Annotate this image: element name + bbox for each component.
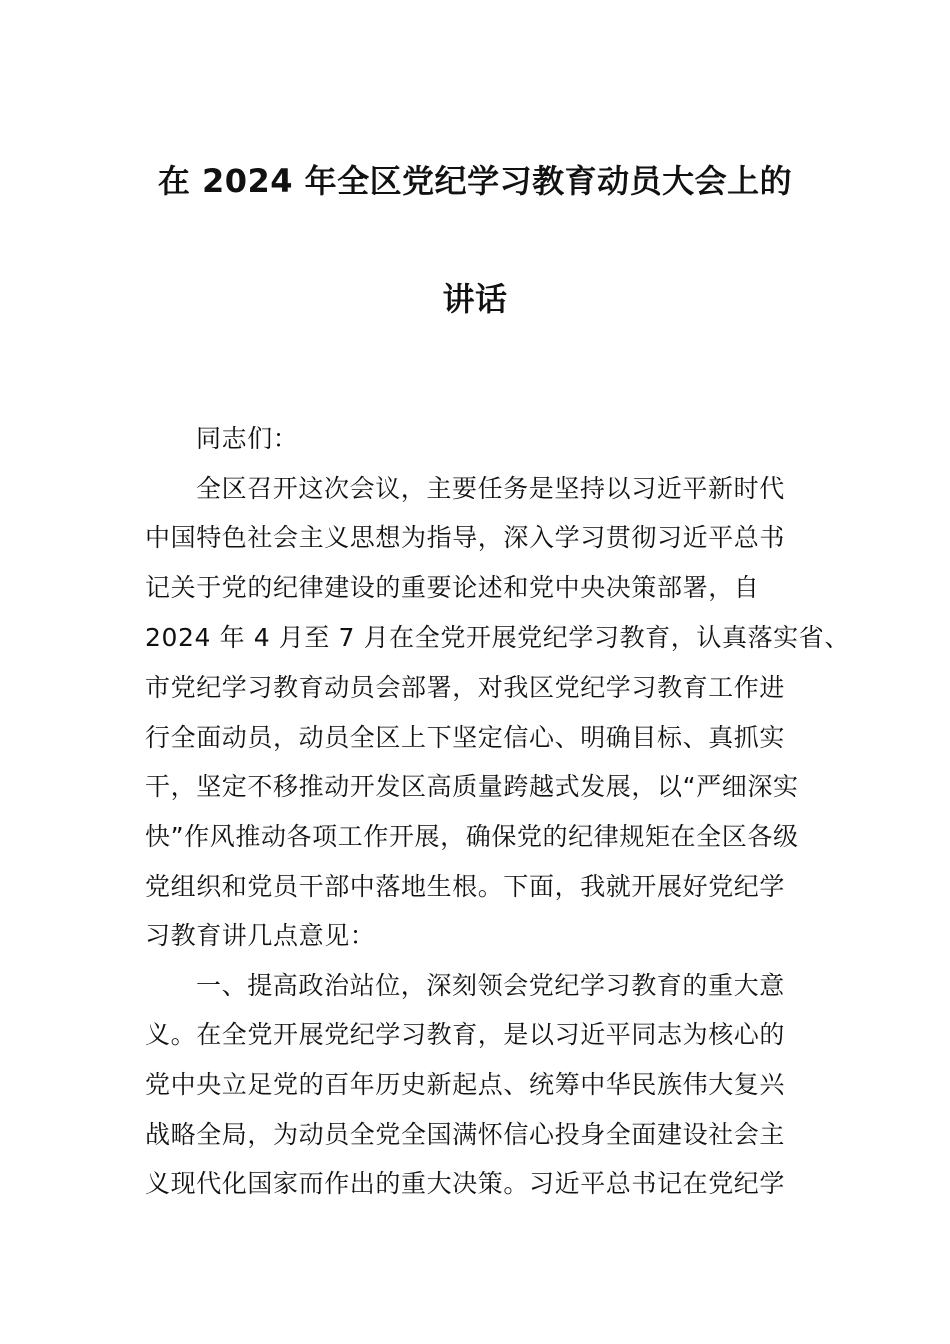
paragraph-line: 党中央立足党的百年历史新起点、统筹中华民族伟大复兴 — [145, 1070, 786, 1099]
paragraph-line: 习教育讲几点意见： — [145, 921, 376, 950]
paragraph-line: 快”作风推动各项工作开展，确保党的纪律规矩在全区各级 — [145, 822, 799, 851]
paragraph-line: 义现代化国家而作出的重大决策。习近平总书记在党纪学 — [145, 1169, 786, 1198]
paragraph-line: 干，坚定不移推动开发区高质量跨越式发展，以“严细深实 — [145, 772, 799, 801]
paragraph-line: 一、提高政治站位，深刻领会党纪学习教育的重大意 — [196, 971, 785, 1000]
paragraph-line: 行全面动员，动员全区上下坚定信心、明确目标、真抓实 — [145, 723, 786, 752]
paragraph-line: 义。在全党开展党纪学习教育，是以习近平同志为核心的 — [145, 1020, 786, 1049]
paragraph-line: 记关于党的纪律建设的重要论述和党中央决策部署，自 — [145, 573, 760, 602]
salutation: 同志们： — [196, 424, 299, 453]
paragraph-line: 市党纪学习教育动员会部署，对我区党纪学习教育工作进 — [145, 673, 786, 702]
paragraph-line: 中国特色社会主义思想为指导，深入学习贯彻习近平总书 — [145, 523, 786, 552]
paragraph-line: 全区召开这次会议，主要任务是坚持以习近平新时代 — [196, 474, 785, 503]
document-title-line-2: 讲话 — [442, 280, 508, 318]
paragraph-line: 战略全局，为动员全党全国满怀信心投身全面建设社会主 — [145, 1120, 786, 1149]
paragraph-line: 2024 年 4 月至 7 月在全党开展党纪学习教育，认真落实省、 — [145, 623, 850, 652]
paragraph-line: 党组织和党员干部中落地生根。下面，我就开展好党纪学 — [145, 872, 786, 901]
document-title-line-1: 在 2024 年全区党纪学习教育动员大会上的 — [157, 162, 793, 200]
